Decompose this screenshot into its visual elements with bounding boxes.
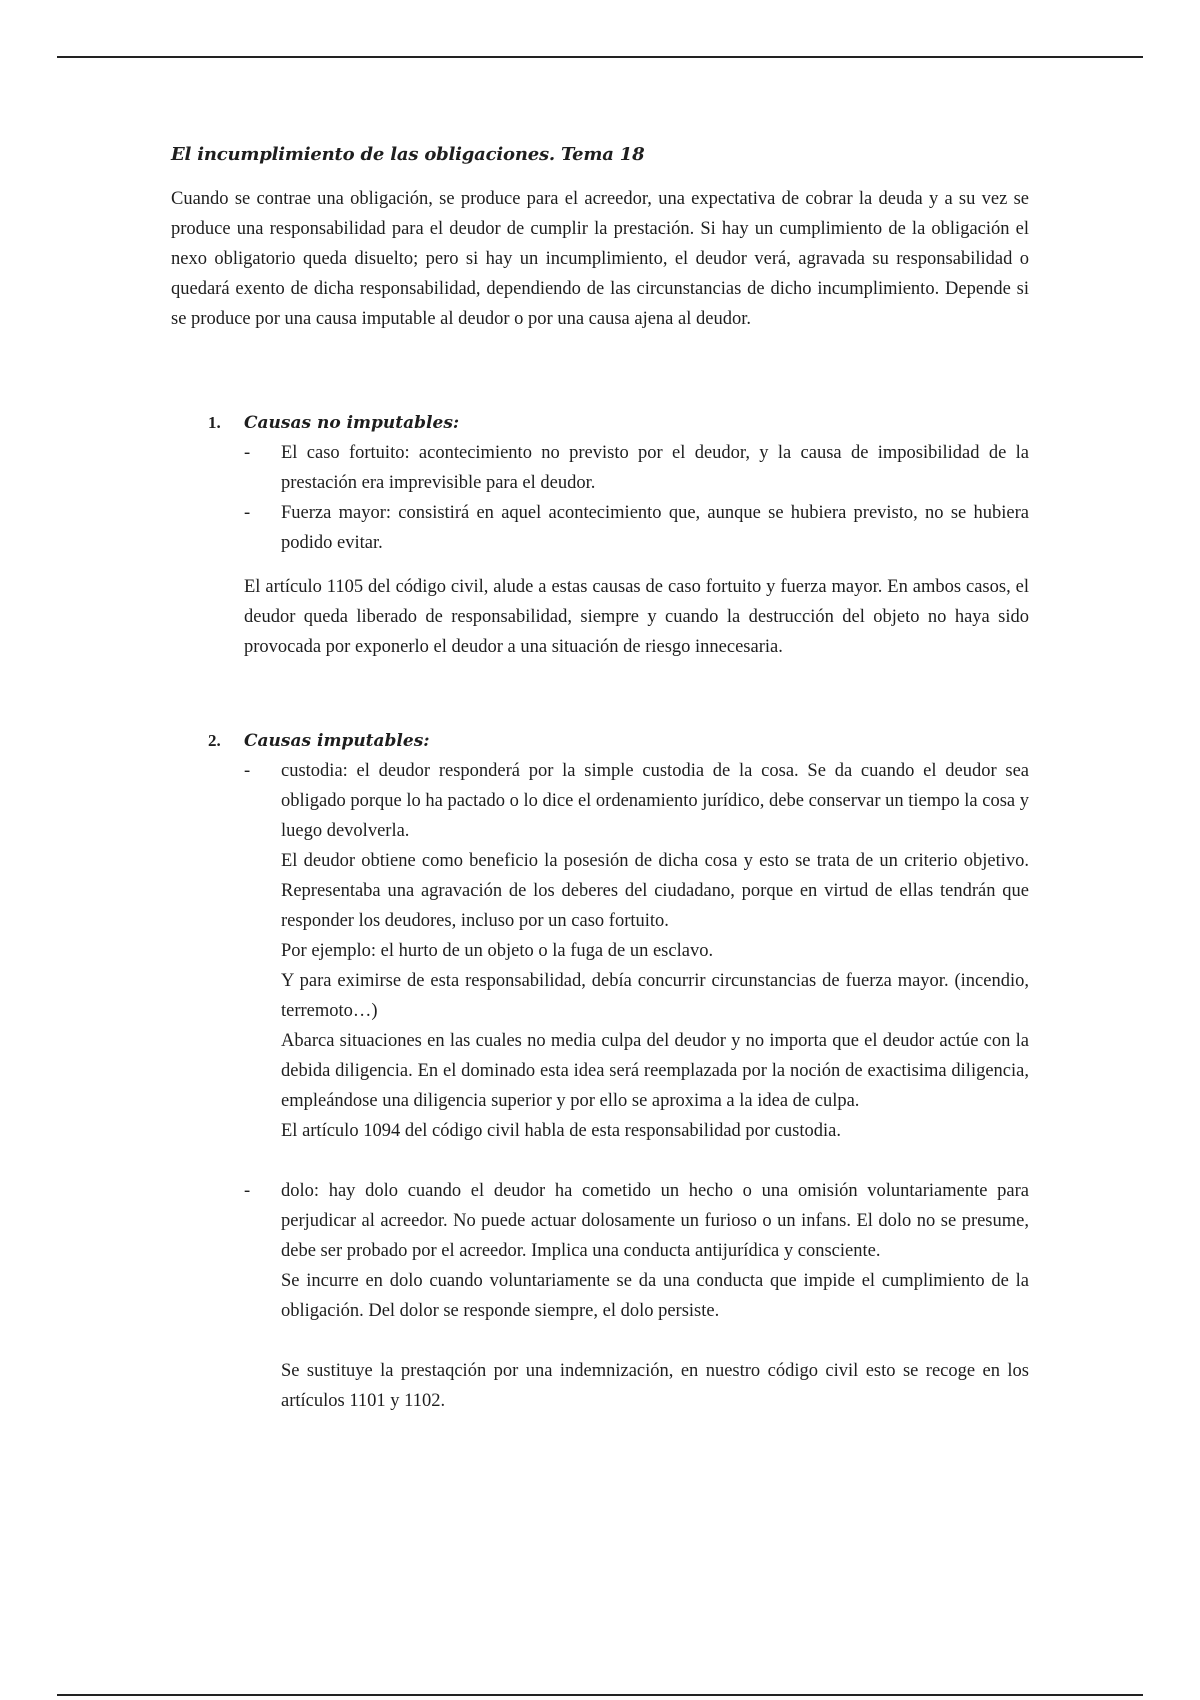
dolo-paragraph: Se incurre en dolo cuando voluntariamente se da una conducta que impide el cumplimiento de la obligación. Del dolor se responde siempre, el dolo persiste. [281, 1271, 1029, 1321]
bottom-rule [57, 1694, 1143, 1696]
custodia-paragraph: El artículo 1094 del código civil habla de esta responsabilidad por custodia. [281, 1121, 841, 1141]
bullet-custodia [171, 756, 1029, 1146]
top-rule [57, 56, 1143, 58]
custodia-paragraph: Abarca situaciones en las cuales no media culpa del deudor y no importa que el deudor actúe con la debida diligencia. En el dominado esta idea será reemplazada por la noción de exactisima diligencia, empleándose una diligencia superior y por ello se aproxima a la idea de culpa. [281, 1031, 1029, 1111]
section-no-imputables [171, 408, 1029, 662]
bullet-list [171, 756, 1029, 1356]
document-title: El incumplimiento de las obligaciones. Tema 18 [171, 144, 645, 165]
custodia-paragraph: El deudor obtiene como beneficio la posesión de dicha cosa y esto se trata de un criterio objetivo. Representaba una agravación de los deberes del ciudadano, porque en virtud de ellas tendrán que responder los deudores, incluso por un caso fortuito. [281, 851, 1029, 931]
section-imputables [171, 726, 1029, 1416]
section-title: Causas imputables: [244, 731, 430, 751]
bullet-caso-fortuito [171, 438, 1029, 498]
document-page [171, 140, 1029, 1416]
bullet-dolo [171, 1176, 1029, 1326]
article-1105-paragraph: El artículo 1105 del código civil, alude a estas causas de caso fortuito y fuerza mayor. En ambos casos, el deudor queda liberado de responsabilidad, siempre y cuando la destrucción del objeto no haya sido provocada por exponerlo el deudor a una situación de riesgo innecesaria. [244, 577, 1029, 657]
intro-paragraph: Cuando se contrae una obligación, se produce para el acreedor, una expectativa de cobrar la deuda y a su vez se produce una responsabilidad para el deudor de cumplir la prestación. Si hay un cumplimiento de la obligación el nexo obligatorio queda disuelto; pero si hay un incumplimiento, el deudor verá, agravada su responsabilidad o quedará exento de dicha responsabilidad, dependiendo de las circunstancias de dicho incumplimiento. Depende si se produce por una causa imputable al deudor o por una causa ajena al deudor. [171, 189, 1029, 329]
section-heading [208, 726, 1029, 756]
bullet-list [171, 438, 1029, 558]
section-number: 1. [208, 413, 221, 432]
bullet-dash: - [244, 443, 251, 463]
bullet-text: Fuerza mayor: consistirá en aquel acontecimiento que, aunque se hubiera previsto, no se hubiera podido evitar. [281, 503, 1029, 553]
custodia-paragraph: custodia: el deudor responderá por la simple custodia de la cosa. Se da cuando el deudor sea obligado porque lo ha pactado o lo dice el ordenamiento jurídico, debe conservar un tiempo la cosa y luego devolverla. [281, 761, 1029, 841]
custodia-paragraph: Por ejemplo: el hurto de un objeto o la fuga de un esclavo. [281, 941, 714, 961]
blank-line [171, 1326, 1029, 1356]
blank-line [171, 1146, 1029, 1176]
closing-paragraph: Se sustituye la prestaqción por una indemnización, en nuestro código civil esto se recoge en los artículos 1101 y 1102. [281, 1361, 1029, 1411]
dolo-paragraph: dolo: hay dolo cuando el deudor ha cometido un hecho o una omisión voluntariamente para perjudicar al acreedor. No puede actuar dolosamente un furioso o un infans. El dolo no se presume, debe ser probado por el acreedor. Implica una conducta antijurídica y consciente. [281, 1181, 1029, 1261]
bullet-text: El caso fortuito: acontecimiento no previsto por el deudor, y la causa de imposibilidad de la prestación era imprevisible para el deudor. [281, 443, 1029, 493]
section-heading [208, 408, 1029, 438]
custodia-paragraph: Y para eximirse de esta responsabilidad, debía concurrir circunstancias de fuerza mayor. (incendio, terremoto…) [281, 971, 1029, 1021]
bullet-fuerza-mayor [171, 498, 1029, 558]
bullet-dash: - [244, 761, 251, 781]
bullet-dash: - [244, 503, 251, 523]
section-number: 2. [208, 731, 221, 750]
section-title: Causas no imputables: [244, 413, 460, 433]
bullet-dash: - [244, 1181, 251, 1201]
